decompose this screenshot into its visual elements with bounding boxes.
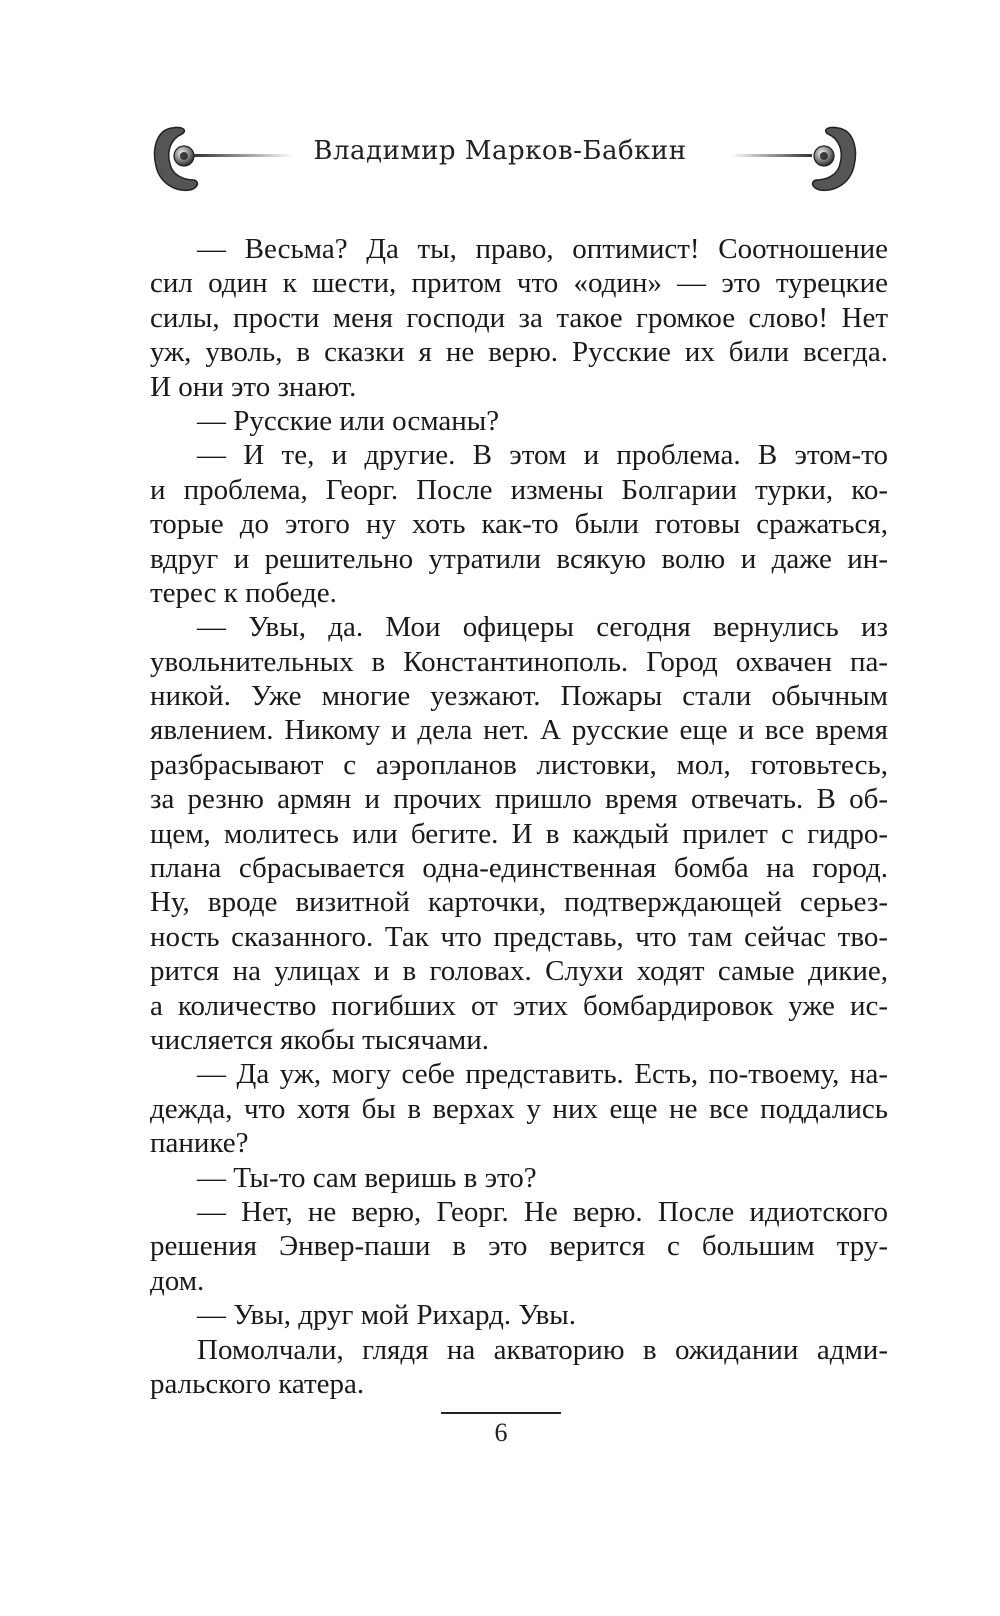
text-line: и проблема, Георг. После измены Болгарии турки, ко- bbox=[150, 473, 888, 506]
text-line: — Да уж, могу себе представить. Есть, по-твоему, на- bbox=[197, 1058, 888, 1091]
text-line: И они это знают. bbox=[150, 370, 357, 403]
running-title: Владимир Марков-Бабкин bbox=[313, 136, 687, 166]
text-line: — Увы, друг мой Рихард. Увы. bbox=[197, 1299, 577, 1332]
text-line: — Увы, да. Мои офицеры сегодня вернулись из bbox=[197, 611, 888, 644]
text-line: дом. bbox=[150, 1264, 205, 1297]
text-line: панике? bbox=[150, 1127, 249, 1160]
text-line: — И те, и другие. В этом и проблема. В этом-то bbox=[197, 439, 888, 472]
text-line: разбрасывают с аэропланов листовки, мол, готовьтесь, bbox=[150, 748, 888, 781]
text-line: за резню армян и прочих пришло время отвечать. В об- bbox=[150, 783, 888, 816]
text-line: решения Энвер-паши в это верится с большим тру- bbox=[150, 1230, 888, 1263]
text-line: — Русские или османы? bbox=[197, 404, 500, 437]
page-number: 6 bbox=[494, 1418, 508, 1447]
text-line: никой. Уже многие уезжают. Пожары стали обычным bbox=[150, 680, 888, 713]
body-text bbox=[150, 232, 888, 1401]
footer-rule bbox=[441, 1412, 561, 1414]
text-line: а количество погибших от этих бомбардировок уже ис- bbox=[150, 989, 888, 1022]
text-line: — Ты-то сам веришь в это? bbox=[197, 1161, 537, 1194]
text-line: Помолчали, глядя на акваторию в ожидании адми- bbox=[197, 1333, 888, 1366]
text-line: терес к победе. bbox=[150, 576, 337, 609]
text-line: числяется якобы тысячами. bbox=[150, 1023, 490, 1056]
text-line: уж, уволь, в сказки я не верю. Русские их били всегда. bbox=[150, 336, 888, 369]
right-ornament-icon bbox=[730, 120, 860, 200]
text-line: торые до этого ну хоть как-то были готовы сражаться, bbox=[150, 508, 888, 541]
text-line: — Нет, не верю, Георг. Не верю. После идиотского bbox=[197, 1195, 888, 1228]
text-line: силы, прости меня господи за такое громкое слово! Нет bbox=[150, 301, 888, 334]
text-line: дежда, что хотя бы в верхах у них еще не все поддались bbox=[150, 1092, 888, 1125]
text-line: сил один к шести, притом что «один» — это турецкие bbox=[150, 267, 888, 300]
text-line: плана сбрасывается одна-единственная бомба на город. bbox=[150, 852, 888, 885]
text-line: ральского катера. bbox=[150, 1367, 365, 1400]
text-line: — Весьма? Да ты, право, оптимист! Соотношение bbox=[197, 233, 888, 265]
text-line: вдруг и решительно утратили всякую волю и даже ин- bbox=[150, 542, 888, 575]
text-line: Ну, вроде визитной карточки, подтверждающей серьез- bbox=[150, 886, 888, 919]
text-line: щем, молитесь или бегите. И в каждый прилет с гидро- bbox=[150, 817, 888, 850]
running-header bbox=[0, 120, 1000, 220]
text-line: увольнительных в Константинополь. Город охвачен па- bbox=[150, 645, 888, 678]
text-line: явлением. Никому и дела нет. А русские еще и все время bbox=[150, 714, 888, 747]
text-line: ность сказанного. Так что представь, что там сейчас тво- bbox=[150, 920, 888, 953]
text-line: рится на улицах и в головах. Слухи ходят самые дикие, bbox=[150, 955, 888, 988]
